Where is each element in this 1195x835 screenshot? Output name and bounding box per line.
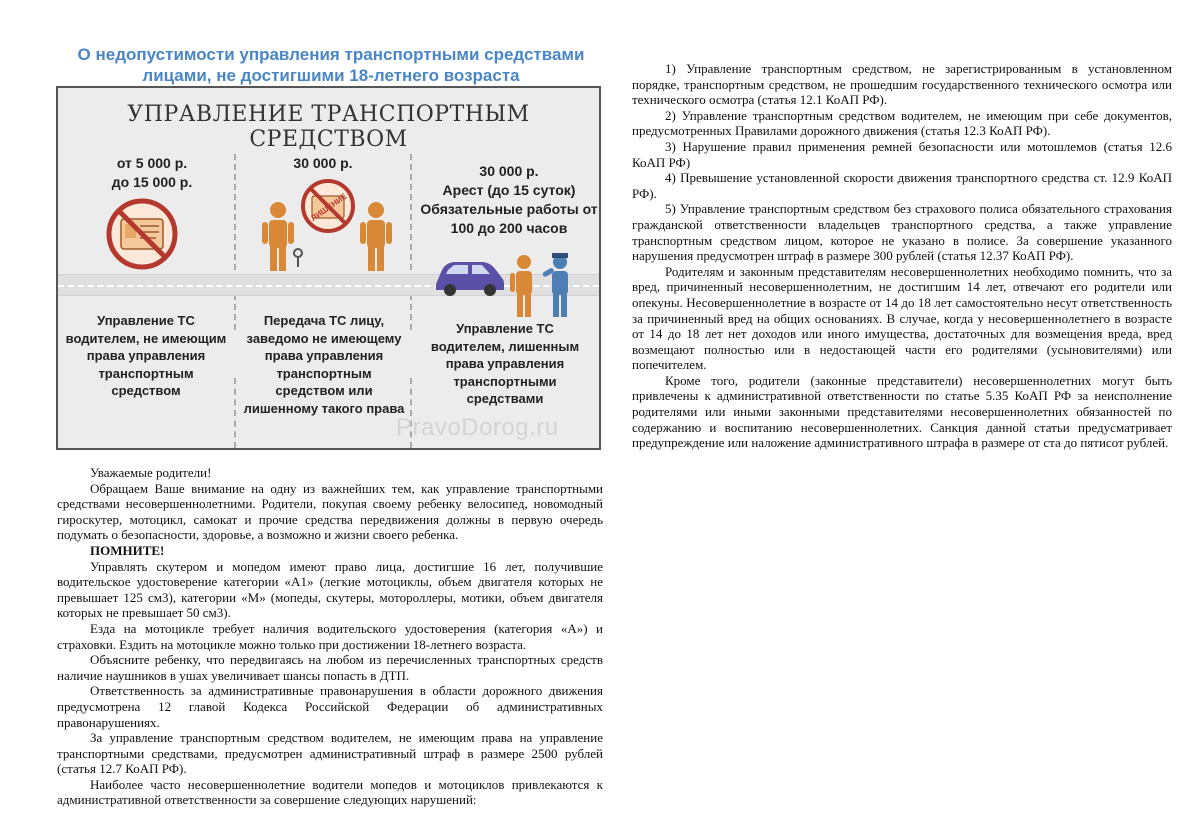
paragraph: Ответственность за административные правонарушения в области дорожного движения предусмотрена 12 главой Кодекса Российской Федерации об административных правонарушениях. bbox=[57, 683, 603, 730]
paragraph: ПОМНИТЕ! bbox=[90, 542, 165, 558]
paragraph: Управлять скутером и мопедом имеют право лица, достигшие 16 лет, получившие водительское удостоверение категории «А1» (легкие мотоциклы, объем двигателя которых не превышает 125 см3), категории «М» (мопеды, скутеры, мотороллеры, мотики, объем двигателя которых не превышает 50 см3). bbox=[57, 558, 603, 621]
fine-amount-2: 30 000 р. bbox=[293, 155, 353, 171]
paragraph: Езда на мотоцикле требует наличия водительского удостоверения (категория «А») и страховки. Ездить на мотоцикле можно только при достижении 18-летнего возраста. bbox=[57, 620, 603, 652]
paragraph: Обращаем Ваше внимание на одну из важнейших тем, как управление транспортными средствами несовершеннолетними. Родители, покупая своему ребенку велосипед, новомодный гироскутер, мотоцикл, самокат и прочие средства передвижения должны в первую очередь подумать о безопасности, здоровье, а возможно и жизни своего ребенка. bbox=[57, 480, 603, 543]
fine-amount-3: 30 000 р. Арест (до 15 суток) Обязательные работы от 100 до 200 часов bbox=[420, 163, 598, 236]
right-column-text bbox=[632, 61, 1172, 451]
document-title: О недопустимости управления транспортными средствами лицами, не достигшими 18-летнего возраста bbox=[77, 45, 585, 85]
paragraph: Уважаемые родители! bbox=[90, 465, 212, 480]
left-column-text bbox=[57, 465, 603, 808]
paragraph: 4) Превышение установленной скорости движения транспортного средства ст. 12.9 КоАП РФ). bbox=[632, 170, 1172, 201]
paragraph: Объясните ребенку, что передвигаясь на любом из перечисленных транспортных средств наличие наушников в ушах увеличивает шансы попасть в ДТП. bbox=[57, 652, 603, 683]
fine-amount-1: от 5 000 р. до 15 000 р. bbox=[111, 155, 193, 190]
panel-caption-3: Управление ТС водителем, лишенным права управления транспортными средствами bbox=[430, 321, 580, 406]
paragraph: 2) Управление транспортным средством водителем, не имеющим при себе документов, предусмотренных Правилами дорожного движения (статья 12.3 КоАП РФ). bbox=[632, 107, 1172, 139]
panel-divider bbox=[234, 378, 236, 448]
panel-caption-2: Передача ТС лицу, заведомо не имеющему права управления транспортным средством или лишенному такого права bbox=[243, 313, 405, 416]
paragraph: Наиболее часто несовершеннолетние водители мопедов и мотоциклов привлекаются к административной ответственности за совершение следующих нарушений: bbox=[57, 776, 603, 808]
paragraph: 3) Нарушение правил применения ремней безопасности или мотошлемов (статья 12.6 КоАП РФ) bbox=[632, 138, 1172, 170]
car-police-icon bbox=[432, 240, 582, 320]
paragraph: 1) Управление транспортным средством, не зарегистрированным в установленном порядке, транспортным средством, не прошедшим государственного технического осмотра или технического осмотра (статья 12.1 КоАП РФ). bbox=[632, 61, 1172, 108]
paragraph: 5) Управление транспортным средством без страхового полиса обязательного страхования гражданской ответственности владельцев транспортного средства, а также управление транспортным средством лицом, которое не указано в полисе. За совершение указанного нарушения предусмотрен штраф в размере 300 рублей (статья 12.37 КоАП РФ). bbox=[632, 201, 1172, 264]
panel-caption-1: Управление ТС водителем, не имеющим права управления транспортным средством bbox=[65, 313, 227, 398]
stamp-label: ЛИШЕНИЕ bbox=[309, 191, 349, 223]
panel-divider bbox=[234, 154, 236, 330]
watermark: PravoDorog.ru bbox=[396, 414, 559, 441]
panel-divider bbox=[410, 154, 412, 330]
infographic-heading: УПРАВЛЕНИЕ ТРАНСПОРТНЫМ СРЕДСТВОМ bbox=[127, 102, 530, 152]
license-transfer-icon bbox=[252, 176, 402, 272]
fines-infographic bbox=[56, 86, 601, 450]
paragraph: За управление транспортным средством водителем, не имеющим права на управление транспортными средствами, предусмотрен административный штраф в размере 2500 рублей (статья 12.7 КоАП РФ). bbox=[57, 730, 603, 777]
no-license-icon bbox=[102, 194, 182, 274]
paragraph: Родителям и законным представителям несовершеннолетних необходимо помнить, что за вред, причиненный несовершеннолетним, не достигшим 14 лет, отвечают его родители или опекуны. Несовершеннолетние в возрасте от 14 до 18 лет самостоятельно несут ответственность за причиненный вред на общих основаниях. В случае, когда у несовершеннолетнего в возрасте от 14 до 18 лет нет доходов или иного имущества, достаточных для возмещения вреда, вред возмещают полностью или в недостающей части его родителями (усыновителями) или попечителем. bbox=[632, 263, 1172, 373]
paragraph: Кроме того, родители (законные представители) несовершеннолетних могут быть привлечены к административной ответственности по статье 5.35 КоАП РФ за неисполнение родителями или иными законными представителями несовершеннолетних обязанностей по содержанию и воспитанию несовершеннолетних. Санкция данной статьи предусматривает предупреждение или наложение административного штрафа в размере от ста до пятисот рублей. bbox=[632, 372, 1172, 451]
